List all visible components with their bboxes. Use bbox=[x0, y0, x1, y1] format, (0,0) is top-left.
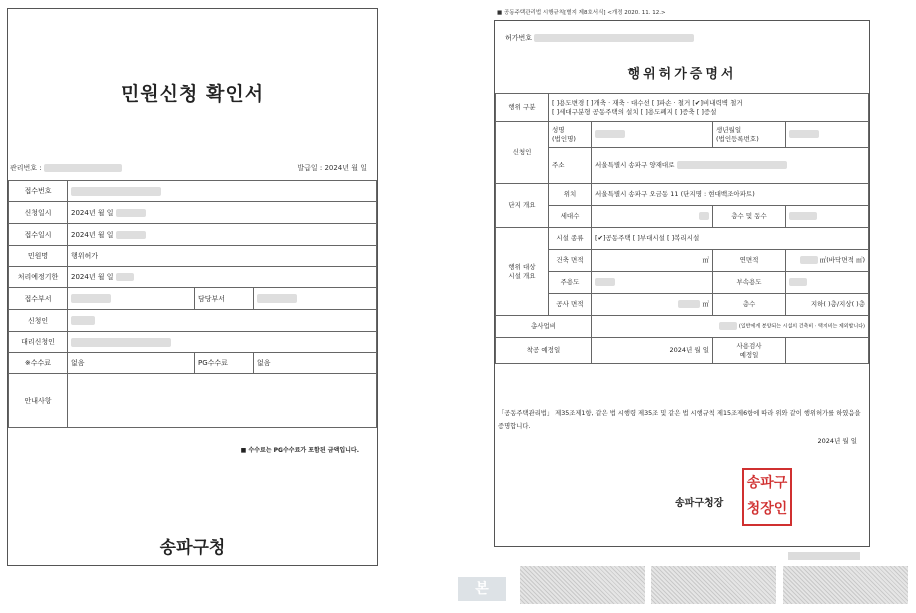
cell: 총사업비 bbox=[496, 316, 592, 338]
permit-number-label: 허가번호 bbox=[505, 34, 533, 42]
cell: 신청일시 bbox=[9, 202, 68, 224]
cell: 건축 면적 bbox=[549, 250, 592, 272]
cell-value: 없음 bbox=[68, 353, 195, 374]
cell: 층수 및 동수 bbox=[713, 206, 786, 228]
cell: 층수 bbox=[713, 294, 786, 316]
issue-date: 발급일 : 2024년 월 일 bbox=[297, 164, 367, 172]
cell: 대리신청인 bbox=[9, 332, 68, 353]
cell-value: [✔]공동주택 [ ]부대시설 [ ]복리시설 bbox=[592, 228, 869, 250]
cell: 안내사항 bbox=[9, 374, 68, 428]
form-header: ■ 공동주택관리법 시행규칙[별지 제8호서식] <개정 2020. 11. 12.> bbox=[497, 10, 666, 16]
cell-value: 없음 bbox=[254, 353, 377, 374]
mgmt-number-label: 관리번호 : bbox=[10, 164, 42, 172]
cell-value: 행위허가 bbox=[68, 246, 377, 267]
cell: 시설 종류 bbox=[549, 228, 592, 250]
cell: 단지 개요 bbox=[496, 184, 549, 228]
cell: 생년월일 (법인등록번호) bbox=[713, 122, 786, 148]
cell: 성명 (법인명) bbox=[549, 122, 592, 148]
meta-line bbox=[10, 163, 367, 173]
cell-value: ㎡(바닥면적 ㎡) bbox=[819, 256, 865, 264]
cell: ※수수료 bbox=[9, 353, 68, 374]
cell: 사용검사 예정일 bbox=[713, 338, 786, 364]
redacted bbox=[44, 164, 122, 172]
copy-stamp: 본 bbox=[458, 577, 506, 601]
issuer-signature: 송파구청 bbox=[159, 538, 226, 558]
info-table bbox=[8, 180, 377, 428]
cell: 신청인 bbox=[496, 122, 549, 184]
cell-value: 2024년 월 일 bbox=[71, 208, 114, 217]
issuer-name: 송파구청장 bbox=[675, 498, 724, 509]
cell: 행위 구분 bbox=[496, 94, 549, 122]
cell: 처리예정기한 bbox=[9, 267, 68, 288]
certificate-title: 행위허가증명서 bbox=[627, 67, 737, 82]
declaration-text: 「공동주택관리법」 제35조제1항, 같은 법 시행령 제35조 및 같은 법 시행규칙 제15조제6항에 따라 위와 같이 행위허가를 하였음을 증명합니다. bbox=[498, 410, 861, 430]
fee-note: ■ 수수료는 PG수수료가 포함된 금액입니다. bbox=[240, 447, 359, 454]
cell: 담당부서 bbox=[195, 288, 254, 310]
cell-value: 2024년 월 일 bbox=[71, 273, 114, 281]
cell-value: (일반에게 분양되는 시설의 건축비 · 택지비는 제외합니다) bbox=[738, 323, 865, 330]
cell: 부속용도 bbox=[713, 272, 786, 294]
cell-value: ㎡ bbox=[702, 300, 709, 308]
act-type-line: [ ]용도변경 [ ]개축 · 재축 · 대수선 [ ]파손 · 철거 [✔]비내력벽 철거 bbox=[552, 98, 743, 107]
cell: 위치 bbox=[549, 184, 592, 206]
security-pattern bbox=[651, 566, 776, 604]
security-pattern bbox=[783, 566, 908, 604]
cell-value: 2024년 월 일 bbox=[71, 230, 114, 239]
application-confirmation-doc bbox=[7, 8, 378, 566]
cell: 세대수 bbox=[549, 206, 592, 228]
cell: 민원명 bbox=[9, 246, 68, 267]
cell: 행위 대상 시설 개요 bbox=[496, 228, 549, 316]
permit-table bbox=[495, 93, 869, 364]
cell: 접수번호 bbox=[9, 181, 68, 202]
cell-value: 2024년 월 일 bbox=[592, 338, 713, 364]
cell: 착공 예정일 bbox=[496, 338, 592, 364]
cell-value: 서울특별시 송파구 오금동 11 (단지명 : 현대백조아파트) bbox=[592, 184, 869, 206]
cell: 접수일시 bbox=[9, 224, 68, 246]
cell: 연면적 bbox=[713, 250, 786, 272]
cell-value: 지하( )층/지상( )층 bbox=[786, 294, 869, 316]
permit-certificate-doc bbox=[494, 20, 870, 547]
cell: 주소 bbox=[549, 148, 592, 184]
act-type-line: [ ]세대구분형 공동주택의 설치 [ ]용도폐지 [ ]증축 [ ]증설 bbox=[552, 107, 717, 116]
issue-date: 2024년 월 일 bbox=[817, 437, 857, 445]
cell: PG수수료 bbox=[195, 353, 254, 374]
cell: 신청인 bbox=[9, 310, 68, 332]
official-seal-icon: 송파구청장인 bbox=[742, 468, 792, 526]
cell-value: ㎡ bbox=[592, 250, 713, 272]
doc-title: 민원신청 확인서 bbox=[120, 83, 265, 105]
cell: 공사 면적 bbox=[549, 294, 592, 316]
cell-value: 서울특별시 송파구 양재대로 bbox=[595, 161, 675, 169]
permit-number bbox=[505, 33, 694, 43]
redacted bbox=[788, 552, 860, 560]
cell: 접수부서 bbox=[9, 288, 68, 310]
cell: 주용도 bbox=[549, 272, 592, 294]
security-pattern bbox=[520, 566, 645, 604]
